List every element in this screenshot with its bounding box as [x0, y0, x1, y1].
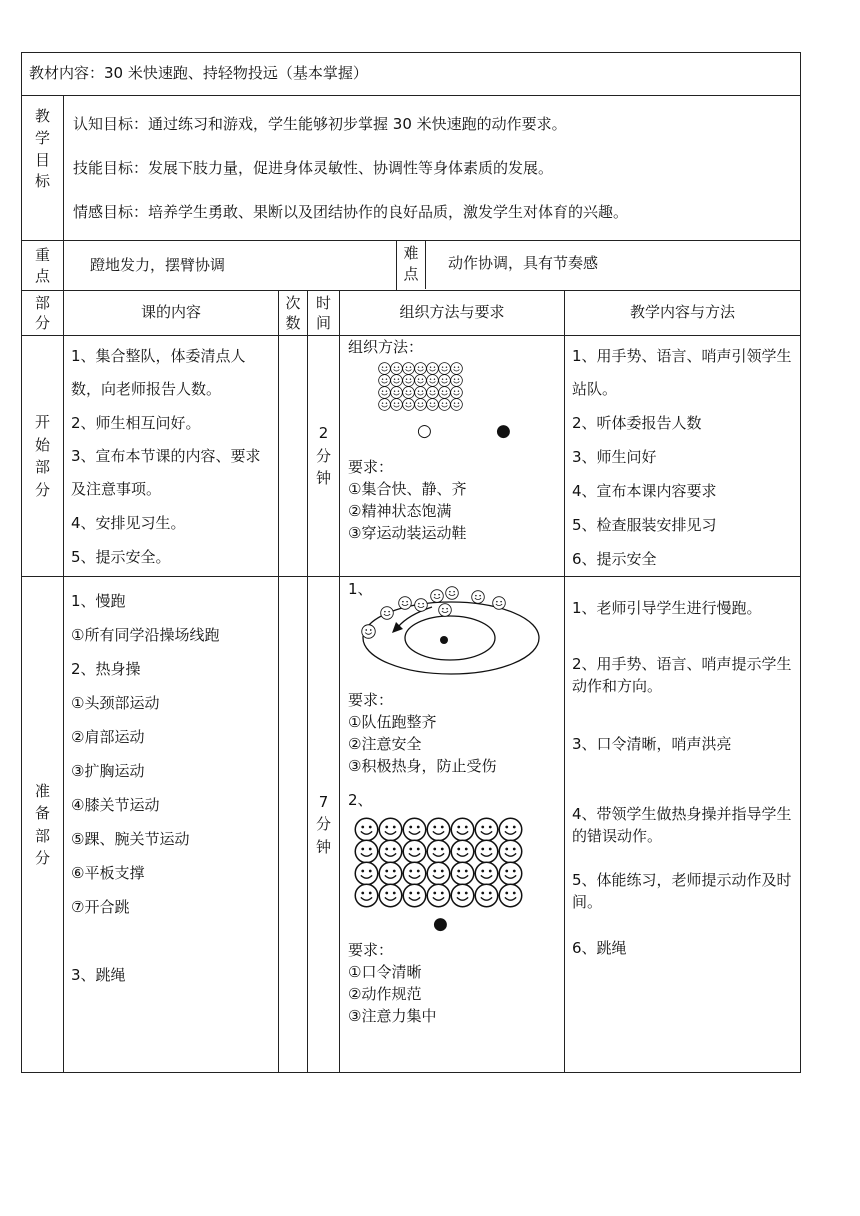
prep-method-item: 5、体能练习，老师提示动作及时间。 — [572, 871, 792, 911]
prep-content-item: 3、跳绳 — [71, 966, 126, 984]
difficult-point-cell — [397, 241, 801, 291]
prep-content-item: ④膝关节运动 — [71, 796, 160, 814]
prep-method-item: 3、口令清晰，哨声洪亮 — [572, 735, 732, 753]
lesson-title-cell — [22, 53, 801, 96]
prep-content-item: ⑦开合跳 — [71, 898, 130, 916]
prep-content-item: 1、慢跑 — [71, 592, 126, 610]
start-method-item: 1、用手势、语言、哨声引领学生站队。 — [572, 347, 792, 398]
objective-emotion: 情感目标：培养学生勇敢、果断以及团结协作的良好品质，激发学生对体育的兴趣。 — [73, 203, 629, 221]
lesson-plan-table — [21, 52, 801, 1073]
header-count: 次 数 — [279, 291, 308, 336]
prep-req2-item: ③注意力集中 — [348, 1006, 437, 1025]
start-contents — [64, 336, 279, 577]
prep-method-item: 1、老师引导学生进行慢跑。 — [572, 599, 762, 617]
start-method-item: 5、检查服装安排见习 — [572, 516, 717, 534]
start-content-item: 1、集合整队，体委清点人数，向老师报告人数。 — [71, 347, 246, 398]
difficult-point-text: 动作协调，具有节奏感 — [448, 254, 599, 272]
objective-skill: 技能目标：发展下肢力量，促进身体灵敏性、协调性等身体素质的发展。 — [73, 159, 554, 177]
runner-icon — [381, 607, 394, 620]
header-content: 课的内容 — [64, 291, 279, 336]
prep-content-item: ③扩胸运动 — [71, 762, 145, 780]
teacher-filled-marker: ● — [433, 913, 448, 934]
prep-content-item: ①头颈部运动 — [71, 694, 160, 712]
difficult-point-label: 难 点 — [397, 241, 426, 289]
lesson-title: 教材内容：30 米快速跑、持轻物投远（基本掌握） — [29, 64, 368, 83]
start-content-item: 2、师生相互问好。 — [71, 414, 201, 432]
key-point-label: 重 点 — [22, 241, 64, 291]
start-method-item: 2、听体委报告人数 — [572, 414, 702, 432]
prep-req2-label: 要求： — [348, 940, 394, 959]
prep-content-item: ①所有同学沿操场线跑 — [71, 626, 220, 644]
track-svg — [340, 577, 564, 689]
lesson-plan — [21, 52, 800, 1073]
start-req-item: ②精神状态饱满 — [348, 501, 452, 520]
inner-field — [405, 616, 495, 660]
header-org: 组织方法与要求 — [340, 291, 565, 336]
prep-method-item: 2、用手势、语言、哨声提示学生动作和方向。 — [572, 655, 792, 695]
start-method-item: 4、宣布本课内容要求 — [572, 482, 717, 500]
running-track-diagram — [340, 577, 564, 689]
start-time: 2 分 钟 — [308, 336, 340, 577]
start-methods — [565, 336, 801, 577]
start-formation-grid — [378, 362, 564, 410]
prep-time: 7 分 钟 — [308, 577, 340, 1073]
runner-icon — [493, 597, 506, 610]
header-part: 部 分 — [22, 291, 64, 336]
start-content-item: 4、安排见习生。 — [71, 514, 186, 532]
header-time: 时 间 — [308, 291, 340, 336]
key-point-text: 蹬地发力，摆臂协调 — [90, 255, 226, 274]
runner-icon — [362, 625, 376, 639]
start-org-label: 组织方法： — [348, 338, 424, 356]
prep-contents — [64, 577, 279, 1073]
runner-icon — [415, 599, 428, 612]
warmup-formation-grid — [354, 817, 564, 905]
start-method-item: 6、提示安全 — [572, 550, 657, 568]
start-count — [279, 336, 308, 577]
prep-content-item: ⑥平板支撑 — [71, 864, 145, 882]
runner-icon — [399, 597, 412, 610]
prep-content-item: ⑤踝、腕关节运动 — [71, 830, 190, 848]
prep-req1-item: ③积极热身，防止受伤 — [348, 757, 497, 775]
start-req-item: ③穿运动装运动鞋 — [348, 523, 467, 542]
prep-req2-item: ①口令清晰 — [348, 962, 422, 981]
prep-req1-item: ②注意安全 — [348, 735, 422, 753]
start-content-item: 5、提示安全。 — [71, 548, 171, 566]
start-content-item: 3、宣布本节课的内容、要求及注意事项。 — [71, 447, 261, 498]
prep-org2-label: 2、 — [348, 791, 373, 809]
prep-part-label: 准 备 部 分 — [22, 577, 64, 1073]
runner-icon — [431, 590, 444, 603]
prep-org1-label: 1、 — [348, 580, 373, 598]
runner-icon — [472, 591, 485, 604]
prep-content-item: ②肩部运动 — [71, 728, 145, 746]
teacher-filled-marker: ● — [496, 420, 511, 441]
runner-icon — [446, 587, 459, 600]
objective-cognitive: 认知目标：通过练习和游戏，学生能够初步掌握 30 米快速跑的动作要求。 — [73, 115, 567, 133]
prep-req2-item: ②动作规范 — [348, 984, 422, 1003]
start-req-item: ①集合快、静、齐 — [348, 479, 467, 498]
prep-req1-label: 要求： — [348, 691, 394, 709]
start-method-item: 3、师生问好 — [572, 448, 657, 466]
runner-icon — [439, 604, 452, 617]
prep-org-cell — [340, 577, 565, 1073]
prep-content-item: 2、热身操 — [71, 660, 141, 678]
prep-count — [279, 577, 308, 1073]
teacher-dot — [440, 636, 448, 644]
header-method: 教学内容与方法 — [565, 291, 801, 336]
teacher-open-marker: ○ — [417, 420, 432, 441]
prep-method-item: 6、跳绳 — [572, 939, 627, 957]
objectives-cell — [64, 96, 801, 241]
prep-method-item: 4、带领学生做热身操并指导学生的错误动作。 — [572, 805, 792, 845]
start-org-cell — [340, 336, 565, 577]
prep-methods — [565, 577, 801, 1073]
start-req-label: 要求： — [348, 457, 394, 476]
key-point-text-cell — [64, 241, 397, 291]
start-part-label: 开 始 部 分 — [22, 336, 64, 577]
objectives-label: 教 学 目 标 — [22, 96, 64, 241]
prep-req1-item: ①队伍跑整齐 — [348, 713, 437, 731]
